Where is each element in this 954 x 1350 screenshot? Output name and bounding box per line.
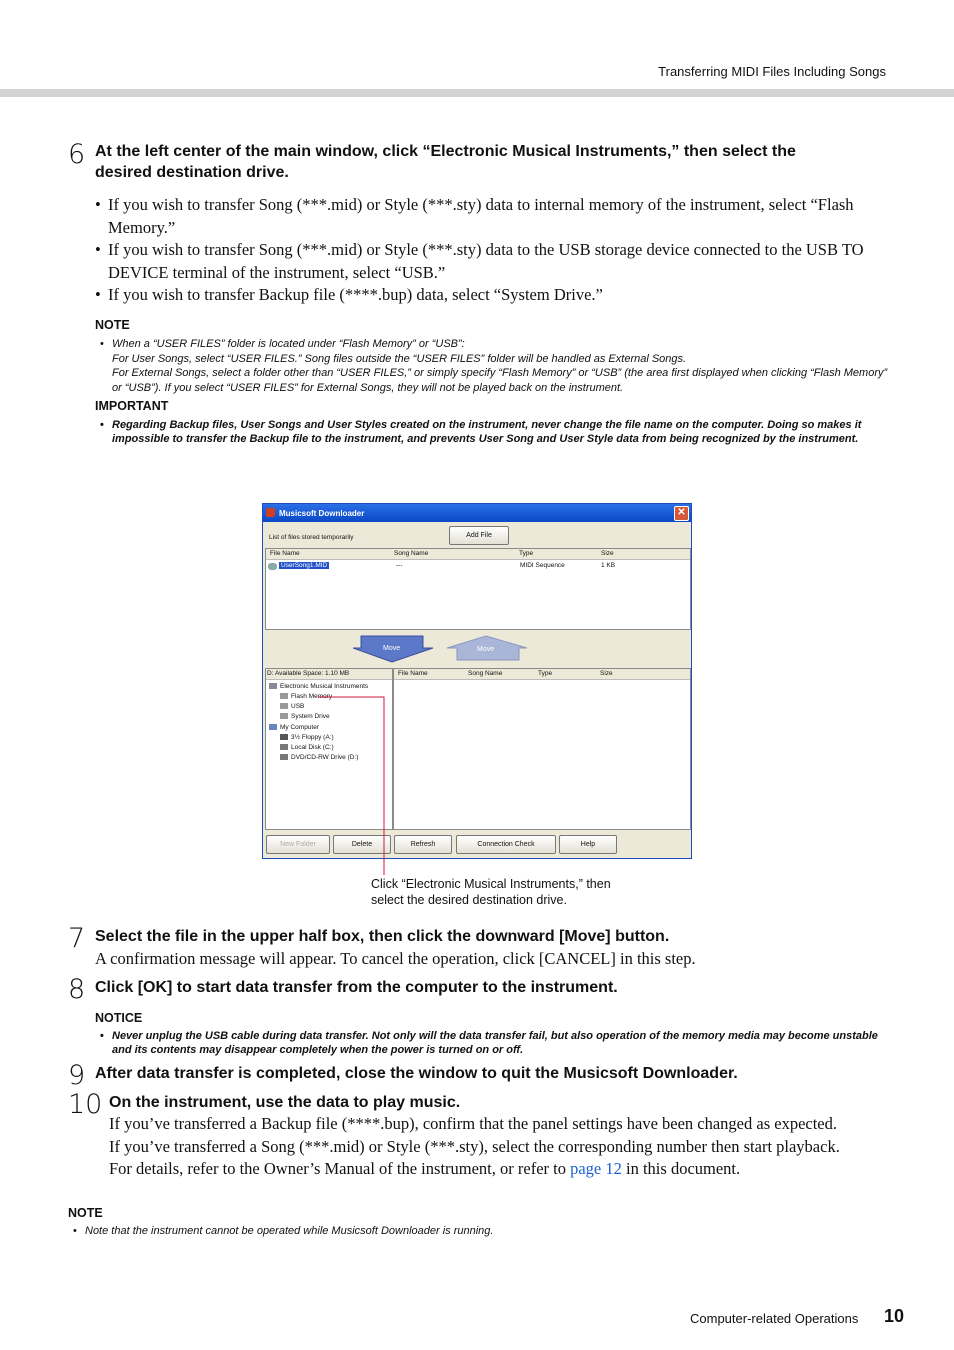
notice-item: • Never unplug the USB cable during data transfer. Not only will the data transfer fail, but also operation of the memory media may become unstable and its contents may disappear completely when the power is turned on or off. bbox=[100, 1029, 890, 1058]
page-12-link[interactable]: page 12 bbox=[570, 1159, 622, 1178]
add-file-button[interactable]: Add File bbox=[449, 526, 509, 545]
col-size[interactable]: Size bbox=[600, 670, 613, 677]
step-number-10: 10 bbox=[68, 1089, 103, 1120]
upper-list-header bbox=[266, 549, 690, 560]
floppy-icon bbox=[280, 734, 288, 740]
tree-label: USB bbox=[291, 703, 305, 710]
step-7-text: A confirmation message will appear. To cancel the operation, click [CANCEL] in this step. bbox=[95, 949, 696, 968]
tree-label: Electronic Musical Instruments bbox=[280, 683, 369, 690]
notice-label: NOTICE bbox=[95, 1011, 143, 1025]
tree-label: System Drive bbox=[291, 713, 330, 720]
drive-icon bbox=[280, 693, 288, 699]
col-type[interactable]: Type bbox=[538, 670, 553, 677]
tree-label: Flash Memory bbox=[291, 693, 333, 700]
tree-label: My Computer bbox=[280, 724, 320, 731]
page-number: 10 bbox=[884, 1306, 905, 1326]
delete-button[interactable]: Delete bbox=[333, 835, 391, 854]
note-item bbox=[100, 337, 890, 395]
important-label: IMPORTANT bbox=[95, 399, 169, 413]
window-title: Musicsoft Downloader bbox=[279, 509, 365, 518]
step-8-title: Click [OK] to start data transfer from the computer to the instrument. bbox=[95, 979, 618, 996]
header-rule bbox=[0, 89, 954, 97]
bullet-usb: • If you wish to transfer Song (***.mid) or Style (***.sty) data to the USB storage device connected to the USB TO DEVICE terminal of the instrument, select “USB.” bbox=[95, 239, 885, 284]
drive-icon bbox=[280, 713, 288, 719]
step-6-title-line2: desired destination drive. bbox=[95, 164, 289, 181]
important-text bbox=[100, 418, 890, 447]
step-10-line3-text: For details, refer to the Owner’s Manual of the instrument, or refer to bbox=[109, 1159, 571, 1178]
new-folder-button[interactable]: New Folder bbox=[266, 835, 330, 854]
available-space-bar bbox=[266, 669, 392, 680]
step-number-9: 9 bbox=[68, 1060, 86, 1091]
col-type[interactable]: Type bbox=[519, 550, 534, 557]
refresh-button[interactable]: Refresh bbox=[394, 835, 452, 854]
window-titlebar bbox=[263, 504, 691, 522]
bottom-note-label: NOTE bbox=[68, 1206, 103, 1220]
step-number-7: 7 bbox=[68, 923, 86, 954]
callout-line bbox=[300, 690, 400, 880]
step-number-6: 6 bbox=[68, 139, 86, 170]
step-10-line3-end: in this document. bbox=[621, 1159, 741, 1178]
note-text bbox=[100, 337, 890, 395]
move-down-arrow[interactable] bbox=[353, 636, 433, 662]
step-7-title: Select the file in the upper half box, then click the downward [Move] button. bbox=[95, 928, 670, 945]
step-10-line2: If you’ve transferred a Song (***.mid) or Style (***.sty), select the corresponding number then start playback. bbox=[109, 1136, 840, 1156]
midi-file-icon bbox=[268, 563, 277, 570]
list-label: List of files stored temporarily bbox=[269, 534, 354, 541]
col-song-name[interactable]: Song Name bbox=[468, 670, 503, 677]
move-up-label: Move bbox=[477, 646, 495, 653]
move-down-label: Move bbox=[383, 645, 401, 652]
hard-disk-icon bbox=[280, 744, 288, 750]
drive-icon bbox=[280, 703, 288, 709]
step-number-8: 8 bbox=[68, 974, 86, 1005]
bottom-note-text bbox=[73, 1224, 873, 1239]
step-6-title bbox=[95, 141, 895, 183]
important-item: • Regarding Backup files, User Songs and User Styles created on the instrument, never change the file name on the computer. Doing so makes it impossible to transfer the Backup file to the instrument, and prevents User Song and User Style data from being recognized by the instrument. bbox=[100, 418, 890, 447]
step-10-text bbox=[109, 1113, 899, 1181]
help-button[interactable]: Help bbox=[559, 835, 617, 854]
tree-electronic-instruments[interactable] bbox=[269, 683, 368, 690]
note-line3: For External Songs, select a folder other than “USER FILES,” or simply specify “Flash Memory” or “USB” (the area first displayed when clicking “Flash Memory” or “USB”). If you select “USER FILES” for External Songs, they will not be played back on the instrument. bbox=[112, 367, 888, 394]
step-6-title-line1: At the left center of the main window, click “Electronic Musical Instruments,” then select the bbox=[95, 143, 796, 160]
tree-label: DVD/CD-RW Drive (D:) bbox=[291, 754, 359, 761]
step-10-line1: If you’ve transferred a Backup file (****.bup), confirm that the panel settings have been changed as expected. bbox=[109, 1114, 838, 1133]
tree-label: Local Disk (C:) bbox=[291, 744, 334, 751]
note-label: NOTE bbox=[95, 318, 130, 332]
upper-row-size: 1 KB bbox=[601, 562, 616, 569]
note-line2: For User Songs, select “USER FILES.” Song files outside the “USER FILES” folder will be handled as External Songs. bbox=[112, 352, 687, 365]
bullet-flash-memory: • If you wish to transfer Song (***.mid) or Style (***.sty) data to internal memory of the instrument, select “Flash Memory.” bbox=[95, 194, 885, 239]
cd-drive-icon bbox=[280, 754, 288, 760]
upper-row-song: --- bbox=[396, 562, 403, 569]
col-file-name[interactable]: File Name bbox=[270, 550, 300, 557]
step-10-line3 bbox=[109, 1158, 899, 1181]
step-10-title: On the instrument, use the data to play music. bbox=[109, 1094, 461, 1111]
col-file-name[interactable]: File Name bbox=[398, 670, 428, 677]
notice-text bbox=[100, 1029, 890, 1058]
close-icon[interactable]: ✕ bbox=[674, 506, 689, 521]
bullet-system-drive: • If you wish to transfer Backup file (****.bup) data, select “System Drive.” bbox=[95, 284, 885, 307]
move-arrows bbox=[353, 634, 533, 664]
app-icon bbox=[266, 508, 275, 517]
note-line1: • When a “USER FILES” folder is located under “Flash Memory” or “USB”: bbox=[112, 338, 465, 350]
move-up-arrow[interactable] bbox=[447, 636, 527, 660]
computer-icon bbox=[269, 724, 277, 730]
available-space: D: Available Space: 1.10 MB bbox=[267, 670, 350, 677]
step-9-title: After data transfer is completed, close the window to quit the Musicsoft Downloader. bbox=[95, 1065, 738, 1082]
lower-file-list[interactable] bbox=[393, 668, 691, 830]
tree-label: 3½ Floppy (A:) bbox=[291, 734, 334, 741]
lower-list-header bbox=[394, 669, 690, 680]
instrument-icon bbox=[269, 683, 277, 689]
upper-file-list[interactable] bbox=[265, 548, 691, 630]
connection-check-button[interactable]: Connection Check bbox=[456, 835, 556, 854]
step-6-bullets bbox=[95, 194, 885, 307]
upper-row-type: MIDI Sequence bbox=[520, 562, 565, 569]
caption-line2: select the desired destination drive. bbox=[371, 893, 567, 907]
bottom-note-item: • Note that the instrument cannot be operated while Musicsoft Downloader is running. bbox=[73, 1224, 873, 1239]
caption-line1: Click “Electronic Musical Instruments,” then bbox=[371, 877, 611, 891]
footer-section: Computer-related Operations bbox=[690, 1311, 859, 1326]
col-size[interactable]: Size bbox=[601, 550, 614, 557]
upper-row-file[interactable]: UserSong1.MID bbox=[281, 562, 328, 569]
running-header: Transferring MIDI Files Including Songs bbox=[658, 64, 886, 79]
screenshot-caption bbox=[371, 876, 611, 908]
col-song-name[interactable]: Song Name bbox=[394, 550, 429, 557]
